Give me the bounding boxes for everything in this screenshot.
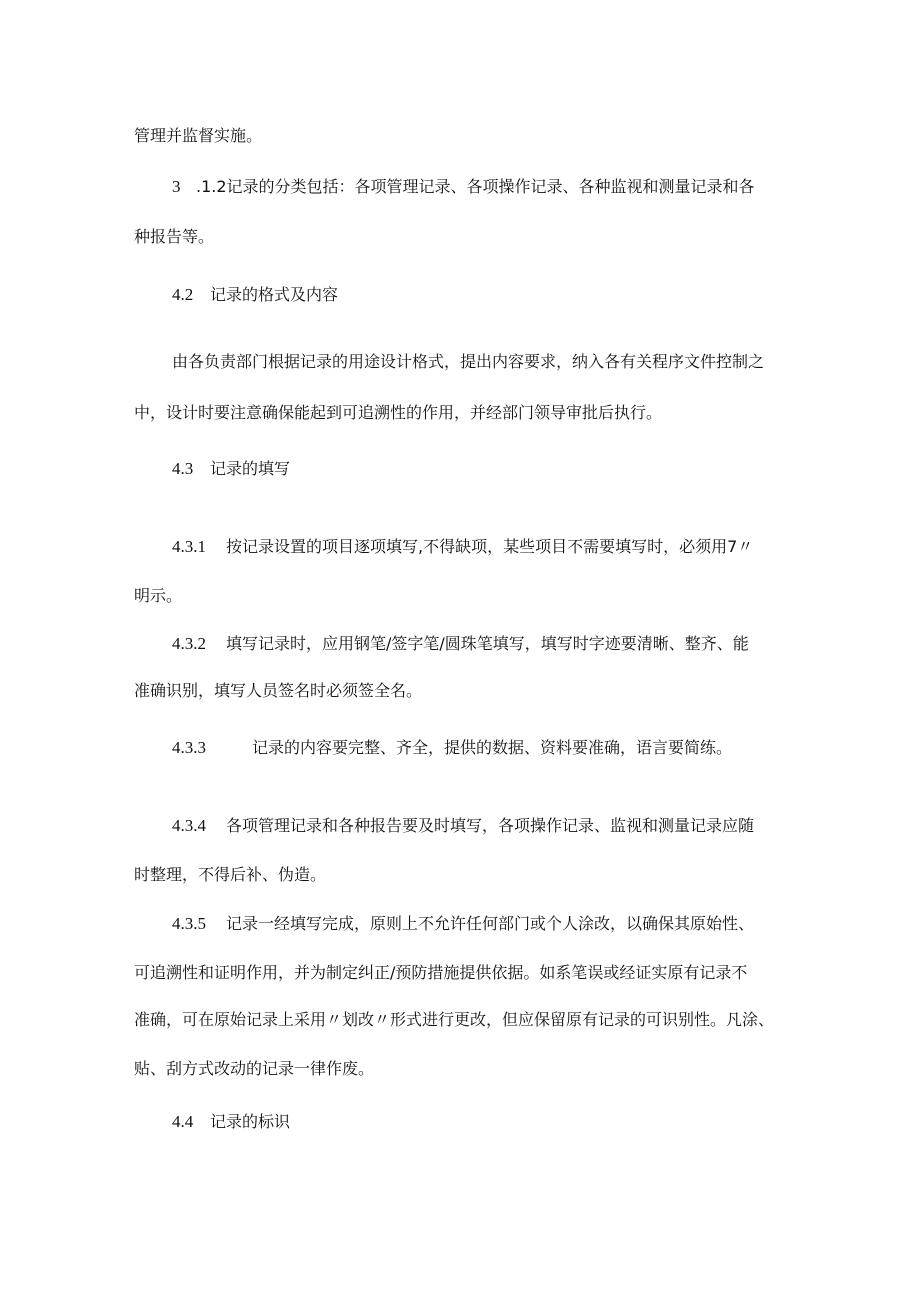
paragraph-3-1-2-line-2: 种报告等。 (134, 227, 215, 246)
section-title: 记录的填写 (210, 459, 291, 478)
paragraph-line: 管理并监督实施。 (134, 126, 263, 145)
paragraph-4-3-2-line-1 (172, 633, 749, 655)
paragraph-4-2-line-2: 中，设计时要注意确保能起到可追溯性的作用，并经部门领导审批后执行。 (134, 403, 663, 422)
clause-text: 按记录设置的项目逐项填写,不得缺项，某些项目不需要填写时，必须用7〃 (226, 537, 754, 556)
paragraph-4-3-2-line-2: 准确识别，填写人员签名时必须签全名。 (134, 681, 423, 700)
paragraph-3-1-2-line-1 (172, 176, 755, 198)
section-title: 记录的格式及内容 (210, 285, 339, 304)
clause-number: 4.3.5 (172, 914, 206, 933)
clause-text: 记录一经填写完成，原则上不允许任何部门或个人涂改，以确保其原始性、 (226, 914, 755, 933)
clause-number: 4.3.2 (172, 634, 206, 653)
clause-text: 记录的内容要完整、齐全，提供的数据、资料要准确，语言要简练。 (252, 738, 733, 757)
paragraph-4-3-5-line-4: 贴、刮方式改动的记录一律作废。 (134, 1059, 375, 1078)
paragraph-4-2-line-1: 由各负责部门根据记录的用途设计格式，提出内容要求，纳入各有关程序文件控制之 (172, 352, 765, 371)
clause-number: 4.3.4 (172, 816, 206, 835)
section-number: 4.4 (172, 1112, 194, 1131)
paragraph-4-3-1-line-1 (172, 536, 753, 558)
section-heading-4-4 (172, 1111, 290, 1133)
paragraph-4-3-5-line-1 (172, 913, 754, 935)
paragraph-4-3-4-line-1 (172, 815, 754, 837)
section-number: 4.2 (172, 285, 194, 304)
clause-text: 填写记录时，应用钢笔/签字笔/圆珠笔填写，填写时字迹要清晰、整齐、能 (226, 634, 749, 653)
section-heading-4-2 (172, 284, 338, 306)
section-heading-4-3 (172, 458, 290, 480)
paragraph-4-3-4-line-2: 时整理，不得后补、伪造。 (134, 865, 327, 884)
paragraph-4-3-3-line-1 (172, 737, 732, 759)
paragraph-4-3-1-line-2: 明示。 (134, 586, 183, 605)
paragraph-4-3-5-line-3: 准确，可在原始记录上采用〃划改〃形式进行更改，但应保留原有记录的可识别性。凡涂、 (134, 1010, 775, 1029)
clause-number: 4.3.3 (172, 738, 206, 757)
clause-number: 4.3.1 (172, 537, 206, 556)
clause-number: 3 (172, 177, 181, 196)
section-title: 记录的标识 (210, 1112, 291, 1131)
paragraph-4-3-5-line-2: 可追溯性和证明作用，并为制定纠正/预防措施提供依据。如系笔误或经证实原有记录不 (134, 963, 748, 982)
section-number: 4.3 (172, 459, 194, 478)
clause-text: 各项管理记录和各种报告要及时填写，各项操作记录、监视和测量记录应随 (226, 816, 755, 835)
clause-text: .1.2记录的分类包括：各项管理记录、各项操作记录、各种监视和测量记录和各 (196, 177, 755, 196)
